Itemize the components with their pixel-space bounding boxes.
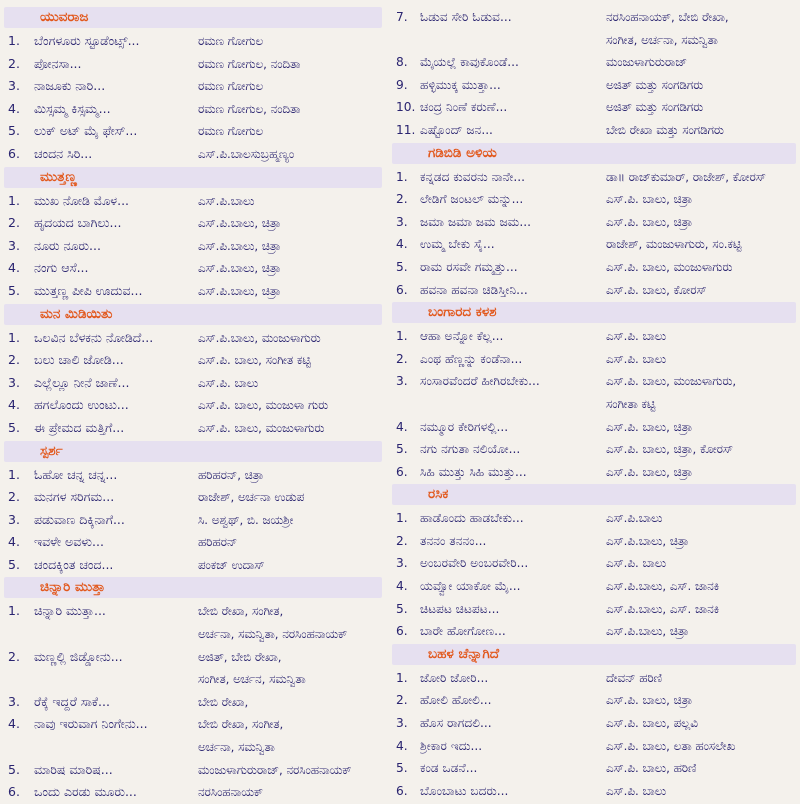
track-number: 11. [396, 122, 416, 137]
song-title-spacer [420, 29, 606, 52]
song-title: ಬಾರೇ ಹೋಗೋಣ... [420, 624, 506, 639]
song-artist: ಎಸ್.ಪಿ. ಬಾಲು, ಮಂಜುಳಾಗುರು, [606, 374, 737, 389]
song-title: ಕನ್ನಡದ ಕುವರನು ನಾನೇ... [420, 169, 526, 184]
song-artist: ಸಿ. ಅಶ್ವಥ್, ಬಿ. ಜಯಶ್ರೀ [198, 512, 294, 527]
song-title: ಅಂಬರವೇರಿ ಅಂಬರವೇರಿ... [420, 556, 529, 571]
album-title: ಯುವರಾಜ [4, 7, 382, 28]
album-title: ಬಹಳ ಚೆನ್ನಾಗಿದೆ [392, 644, 796, 665]
track-number: 3. [396, 374, 408, 389]
song-title: ಹಗಲೊಂದು ಉಂಟು... [34, 397, 129, 413]
track-number: 2. [8, 648, 20, 664]
song-artist: ಡಾ॥ ರಾಜ್‌ಕುಮಾರ್, ರಾಜೇಶ್, ಕೋರಸ್ [606, 169, 766, 184]
song-row [4, 486, 382, 509]
song-artist: ಪಂಕಜ್ ಉದಾಸ್ [198, 557, 265, 572]
song-artist: ಎಸ್.ಪಿ. ಬಾಲು [606, 351, 667, 366]
song-title: ಒಂದು ಎರಡು ಮೂರು... [34, 784, 137, 800]
track-number: 8. [396, 55, 408, 70]
song-row [392, 712, 796, 735]
song-title: ಚಿನ್ನಾರಿ ಮುತ್ತಾ... [34, 603, 106, 619]
track-number: 5. [396, 761, 408, 776]
song-artist: ಎಸ್.ಪಿ. ಬಾಲು, ಚಿತ್ರಾ [606, 464, 693, 479]
album-section [4, 7, 382, 166]
song-artist: ಎಸ್.ಪಿ.ಬಾಲು [198, 193, 255, 208]
album-title: ಸ್ಪರ್ಶ [4, 441, 382, 462]
album-title: ಗಡಿಬಿಡಿ ಅಳಿಯ [392, 143, 796, 164]
track-number: 3. [396, 716, 408, 731]
song-row [4, 212, 382, 235]
song-artist: ರಮಣ ಗೋಗುಲ [198, 124, 264, 139]
track-number: 6. [396, 464, 408, 479]
track-number: 4. [396, 738, 408, 753]
track-number: 3. [8, 374, 20, 390]
song-artist: ಎಸ್.ಪಿ. ಬಾಲು, ಮಂಜುಳಾಗುರು [606, 259, 733, 274]
track-number: 2. [396, 192, 408, 207]
track-number: 2. [8, 489, 20, 505]
song-row [392, 598, 796, 621]
track-number: 5. [8, 123, 20, 139]
album-section [4, 304, 382, 440]
song-title: ಹೋಲಿ ಹೋಲಿ... [420, 693, 492, 708]
song-artist-continued: ಸಂಗೀತ, ಅರ್ಚನ, ಸಮನ್ವಿತಾ [198, 672, 306, 687]
song-artist: ಎಸ್.ಪಿ. ಬಾಲು, ಚಿತ್ರಾ [606, 419, 693, 434]
song-row [392, 279, 796, 302]
song-title: ಶ್ರೀಕಾರ ಇದು... [420, 738, 483, 753]
song-title: ಪಡುವಾಣ ದಿಕ್ಕಿನಾಗೆ... [34, 511, 125, 527]
track-number: 5. [396, 601, 408, 616]
track-number: 1. [8, 192, 20, 208]
song-row [392, 620, 796, 643]
song-title: ಲುಕ್ ಅಟ್ ಮೈ ಫೇಸ್... [34, 123, 138, 139]
song-row [4, 120, 382, 143]
track-number: 4. [396, 237, 408, 252]
track-number: 1. [396, 511, 408, 526]
song-artist: ರಮಣ ಗೋಗುಲ [198, 79, 264, 94]
song-row-continued [4, 623, 382, 646]
song-artist: ರಾಜೇಶ್, ಅರ್ಚನಾ ಉಡುಪ [198, 490, 305, 505]
song-artist: ಎಸ್.ಪಿ.ಬಾಲು, ಎಸ್. ಜಾನಕಿ [606, 579, 720, 594]
song-row [4, 280, 382, 303]
track-number: 9. [396, 77, 408, 92]
song-row [392, 188, 796, 211]
song-row [392, 667, 796, 690]
album-title: ರಸಿಕ [392, 484, 796, 505]
song-row [392, 530, 796, 553]
song-artist-continued: ಅರ್ಚನಾ, ಸಮನ್ವಿತಾ [198, 740, 275, 755]
song-row [392, 689, 796, 712]
song-row [392, 416, 796, 439]
song-row [392, 348, 796, 371]
song-row [4, 235, 382, 258]
song-row [4, 349, 382, 372]
song-title: ಮೈಯಲ್ಲೆ ಕಾವುಕೊಂಡೆ... [420, 55, 519, 70]
song-row [4, 759, 382, 782]
song-artist: ಎಸ್.ಪಿ. ಬಾಲು, ಚಿತ್ರಾ [606, 693, 693, 708]
left-column [4, 6, 382, 804]
song-title: ಮಿಸ್ಸಮ್ಮ ಕಿಸ್ಸಮ್ಮ... [34, 100, 111, 116]
track-number: 1. [8, 466, 20, 482]
song-artist: ಬೇಬಿ ರೇಖಾ, [198, 694, 249, 709]
song-row [392, 735, 796, 758]
song-title: ಹೃದಯದ ಬಾಗಿಲು... [34, 215, 122, 231]
song-title-spacer [34, 668, 198, 691]
song-artist: ಎಸ್.ಪಿ.ಬಾಲು, ಮಂಜುಳಾಗುರು [198, 330, 321, 345]
song-title: ಮನಗಳ ಸರಿಗಮ... [34, 489, 115, 505]
song-artist: ಅಜಿತ್ ಮತ್ತು ಸಂಗಡಿಗರು [606, 100, 704, 115]
song-title: ಚಿಟಪಟ ಚಿಟಪಟ... [420, 601, 500, 616]
song-artist: ಎಸ್.ಪಿ. ಬಾಲು, ಲತಾ ಹಂಸಲೇಖ [606, 738, 736, 753]
song-title: ಜಮಾ ಜಮಾ ಜಮ ಜಮ... [420, 214, 531, 229]
song-title: ನಾಜೂಕು ನಾರಿ... [34, 78, 106, 94]
song-row [392, 370, 796, 393]
song-row [4, 646, 382, 669]
song-artist: ಎಸ್.ಪಿ.ಬಾಲು, ಚಿತ್ರಾ [198, 261, 281, 276]
song-title: ಎಷ್ಟೊಂದ್ ಜನ... [420, 122, 493, 137]
song-row [392, 552, 796, 575]
song-title: ನೂರು ನೂರು... [34, 237, 101, 253]
track-number: 5. [8, 556, 20, 572]
song-row [4, 464, 382, 487]
song-artist: ಎಸ್.ಪಿ. ಬಾಲು, ಹರಿಣಿ [606, 761, 697, 776]
song-title: ನಗು ನಗುತಾ ನಲಿಯೋ... [420, 442, 521, 457]
album-section [392, 484, 796, 643]
track-number: 3. [8, 693, 20, 709]
track-number: 1. [396, 670, 408, 685]
song-artist: ರಮಣ ಗೋಗುಲ, ನಂದಿತಾ [198, 56, 301, 71]
song-title: ಇವಳೇ ಅವಳು... [34, 534, 104, 550]
song-title: ಬಲು ಚಾಲಿ ಜೋಡಿ... [34, 352, 124, 368]
track-number: 3. [396, 556, 408, 571]
song-row [392, 74, 796, 97]
song-row [392, 325, 796, 348]
song-artist: ನರಸಿಂಹನಾಯಕ್, ಬೇಬಿ ರೇಖಾ, [606, 10, 729, 24]
song-title: ಹೊಸ ರಾಗದಲಿ... [420, 716, 492, 731]
song-row-continued [4, 736, 382, 759]
song-row [392, 780, 796, 803]
song-title-spacer [34, 623, 198, 646]
song-row [4, 30, 382, 53]
song-artist: ರಮಣ ಗೋಗುಲ, ನಂದಿತಾ [198, 101, 301, 116]
track-number: 2. [396, 693, 408, 708]
track-number: 1. [396, 329, 408, 344]
track-number: 3. [8, 237, 20, 253]
song-title: ಯವ್ವೋ ಯಾಕೋ ಮೈ... [420, 579, 521, 594]
track-number: 1. [8, 329, 20, 345]
track-number: 7. [396, 10, 408, 24]
right-column [392, 6, 796, 802]
track-number: 2. [8, 215, 20, 231]
song-row [392, 6, 796, 29]
song-artist: ಬೇಬಿ ರೇಖಾ, ಸಂಗೀತ, [198, 604, 284, 619]
song-row [4, 75, 382, 98]
song-artist: ಎಸ್.ಪಿ.ಬಾಲು, ಚಿತ್ರಾ [606, 624, 689, 639]
song-artist: ಅಜಿತ್, ಬೇಬಿ ರೇಖಾ, [198, 649, 282, 664]
track-number: 2. [8, 55, 20, 71]
album-title: ಮನ ಮಿಡಿಯಿತು [4, 304, 382, 325]
album-section [392, 6, 796, 142]
track-number: 6. [8, 145, 20, 161]
song-row [4, 509, 382, 532]
song-title: ಜೋರಿ ಜೋರಿ... [420, 670, 489, 685]
track-number: 2. [396, 533, 408, 548]
song-row [4, 691, 382, 714]
song-row [392, 51, 796, 74]
track-number: 3. [8, 78, 20, 94]
song-artist: ಎಸ್.ಪಿ. ಬಾಲು, ಚಿತ್ರಾ, ಕೋರಸ್ [606, 442, 733, 457]
song-row [4, 98, 382, 121]
song-row [4, 394, 382, 417]
song-artist: ಹರಿಹರನ್, ಚಿತ್ರಾ [198, 467, 264, 482]
song-row [392, 256, 796, 279]
song-title: ಉಮ್ಮ ಬೇಕು ಸೈ... [420, 237, 495, 252]
song-artist: ನರಸಿಂಹನಾಯಕ್ [198, 785, 263, 800]
song-artist: ಎಸ್.ಪಿ. ಬಾಲು, ಮಂಜುಳಾಗುರು [198, 420, 325, 435]
song-row [392, 575, 796, 598]
song-title: ಚಂದನ ಸಿರಿ... [34, 145, 93, 161]
track-number: 4. [8, 397, 20, 413]
album-section [4, 441, 382, 577]
song-title: ನಮ್ಮೂರ ಕೇರಿಗಳಲ್ಲಿ... [420, 419, 509, 434]
album-section [392, 644, 796, 803]
song-title: ಮುಖ ನೋಡಿ ಮೊಳ... [34, 192, 130, 208]
song-row [392, 119, 796, 142]
song-artist: ಎಸ್.ಪಿ.ಬಾಲು, ಚಿತ್ರಾ [198, 283, 281, 298]
song-title-spacer [34, 736, 198, 759]
song-artist: ಬೇಬಿ ರೇಖಾ, ಸಂಗೀತ, [198, 717, 284, 732]
track-number: 6. [8, 784, 20, 800]
song-artist: ಎಸ್.ಪಿ.ಬಾಲು, ಚಿತ್ರಾ [606, 533, 689, 548]
song-row [392, 757, 796, 780]
song-artist: ಬೇಬಿ ರೇಖಾ ಮತ್ತು ಸಂಗಡಿಗರು [606, 122, 724, 137]
song-row [4, 554, 382, 577]
song-artist: ಎಸ್.ಪಿ.ಬಾಲು, ಚಿತ್ರಾ [198, 216, 281, 231]
song-title: ಒಲವಿನ ಬೆಳಕನು ನೋಡಿದೆ... [34, 329, 154, 345]
song-title: ಮುತ್ತಣ್ಣ ಪೀಪಿ ಊದುವ... [34, 282, 143, 298]
song-row [4, 143, 382, 166]
song-artist-continued: ಅರ್ಚನಾ, ಸಮನ್ವಿತಾ, ನರಸಿಂಹನಾಯಕ್ [198, 627, 348, 642]
song-title: ಮಾರಿಷ ಮಾರಿಷ... [34, 761, 113, 777]
song-row [4, 190, 382, 213]
song-title: ರೆಕ್ಕೆ ಇದ್ದರೆ ಸಾಕೆ... [34, 693, 110, 709]
track-number: 4. [8, 716, 20, 732]
track-number-spacer [4, 668, 34, 691]
track-number: 5. [8, 761, 20, 777]
track-number: 4. [8, 534, 20, 550]
song-artist: ದೇವನ್ ಹರಿಣಿ [606, 670, 662, 685]
track-number: 4. [396, 419, 408, 434]
song-artist: ಎಸ್.ಪಿ. ಬಾಲು, ಚಿತ್ರಾ [606, 192, 693, 207]
song-row [4, 372, 382, 395]
song-title: ಎಲ್ಲೆಲ್ಲೂ ನೀನೆ ಜಾಣೆ... [34, 374, 130, 390]
song-artist: ಎಸ್.ಪಿ. ಬಾಲು [606, 783, 667, 798]
song-row [4, 531, 382, 554]
track-number-spacer [392, 29, 420, 52]
song-title: ಸಂಸಾರವೆಂದರೆ ಹೀಗಿರಬೇಕು... [420, 374, 540, 389]
track-number: 4. [8, 100, 20, 116]
song-title-spacer [420, 393, 606, 416]
track-number: 1. [396, 169, 408, 184]
album-title: ಮುತ್ತಣ್ಣ [4, 167, 382, 188]
song-artist: ಎಸ್.ಪಿ. ಬಾಲು, ಚಿತ್ರಾ [606, 214, 693, 229]
track-number: 4. [8, 260, 20, 276]
song-artist: ಎಸ್.ಪಿ. ಬಾಲು, ಕೋರಸ್ [606, 282, 707, 297]
song-title: ಬೊಂಬಾಟು ಬದರು... [420, 783, 509, 798]
song-artist: ಎಸ್.ಪಿ. ಬಾಲು [606, 556, 667, 571]
song-artist-continued: ಸಂಗೀತಾ ಕಟ್ಟಿ [606, 396, 656, 411]
song-title: ಪೋನಸಾ... [34, 55, 82, 71]
album-title: ಚಿನ್ನಾರಿ ಮುತ್ತಾ [4, 577, 382, 598]
album-title: ಬಂಗಾರದ ಕಳಶ [392, 302, 796, 323]
song-artist: ರಾಜೇಶ್, ಮಂಜುಳಾಗುರು, ಸಂ.ಕಟ್ಟಿ [606, 237, 742, 252]
song-row [4, 781, 382, 804]
song-title: ಬೆಂಗಳೂರು ಸ್ಟೂಡೆಂಟ್ಸ್... [34, 33, 140, 48]
track-number: 5. [396, 259, 408, 274]
song-title: ರಾಮ ರಸವೇ ಗಮ್ಮತ್ತು... [420, 259, 518, 274]
song-row [4, 713, 382, 736]
song-title: ನಾವು ಇರುವಾಗ ನಿಂಗೇನು... [34, 716, 148, 732]
track-number: 5. [396, 442, 408, 457]
song-row [4, 600, 382, 623]
song-row [392, 96, 796, 119]
song-row [392, 166, 796, 189]
song-artist: ಹರಿಹರನ್ [198, 535, 238, 550]
song-artist: ಎಸ್.ಪಿ.ಬಾಲು, ಎಸ್. ಜಾನಕಿ [606, 601, 720, 616]
song-row-continued [4, 668, 382, 691]
track-number: 10. [396, 100, 416, 115]
track-number-spacer [392, 393, 420, 416]
song-artist: ಎಸ್.ಪಿ.ಬಾಲು, ಚಿತ್ರಾ [198, 238, 281, 253]
song-row [4, 327, 382, 350]
track-number: 1. [8, 33, 20, 48]
song-row [4, 53, 382, 76]
album-section [392, 302, 796, 483]
song-row [392, 461, 796, 484]
song-row [4, 257, 382, 280]
song-artist: ಎಸ್.ಪಿ.ಬಾಲು [606, 511, 663, 526]
track-number: 4. [396, 579, 408, 594]
track-number: 5. [8, 419, 20, 435]
song-artist: ಎಸ್.ಪಿ. ಬಾಲು [606, 329, 667, 344]
track-number: 5. [8, 282, 20, 298]
song-title: ನಂಗು ಆಸೆ... [34, 260, 89, 276]
song-title: ಹಳ್ಳಿಮುಕ್ಕ ಮುತ್ತಾ... [420, 77, 501, 92]
track-number: 6. [396, 624, 408, 639]
track-number: 2. [8, 352, 20, 368]
track-number-spacer [4, 623, 34, 646]
song-title: ಕಂಡ ಒಡನೆ... [420, 761, 478, 776]
track-number: 1. [8, 603, 20, 619]
song-title: ಎಂಥ ಹೆಣ್ಣನ್ನು ಕಂಡೆನಾ... [420, 351, 523, 366]
song-title: ಆಹಾ ಅನ್ನೋ ಕೆಲ್ಲ... [420, 329, 504, 344]
song-row [392, 507, 796, 530]
track-number: 6. [396, 783, 408, 798]
song-title: ಚಂದ್ರ ನಿಂಣೆ ಕರುಣೆ... [420, 100, 508, 115]
song-row [392, 211, 796, 234]
song-artist: ಎಸ್.ಪಿ.ಬಾಲಸುಬ್ರಹ್ಮಣ್ಯಂ [198, 146, 295, 161]
song-row-continued [392, 393, 796, 416]
album-section [4, 577, 382, 803]
song-title: ಮಣ್ಣಲ್ಲಿ ಜಿಡ್ಡೋನು... [34, 648, 123, 664]
track-number: 2. [396, 351, 408, 366]
song-artist: ಎಸ್.ಪಿ. ಬಾಲು, ಪಲ್ಲವಿ [606, 716, 698, 731]
song-artist: ಎಸ್.ಪಿ. ಬಾಲು [198, 375, 259, 390]
song-title: ಹವನಾ ಹವನಾ ಚಿಡಿಸ್ತೀನಿ... [420, 282, 528, 297]
song-artist: ಅಜಿತ್ ಮತ್ತು ಸಂಗಡಿಗರು [606, 77, 704, 92]
song-artist: ಮಂಜುಳಾಗುರುರಾಜ್ [606, 55, 687, 70]
track-number: 3. [8, 511, 20, 527]
track-number: 3. [396, 214, 408, 229]
song-artist: ಮಂಜುಳಾಗುರುರಾಜ್, ನರಸಿಂಹನಾಯಕ್ [198, 762, 352, 777]
song-title: ತನನಂ ತನನಂ... [420, 533, 487, 548]
song-title: ಓಡುವ ಸೇರಿ ಓಡುವ... [420, 10, 512, 24]
song-title: ಚಂದಕ್ಕಿಂತ ಚಂದ... [34, 556, 114, 572]
song-artist: ರಮಣ ಗೋಗುಲ [198, 34, 264, 48]
song-row [4, 417, 382, 440]
album-section [392, 143, 796, 302]
album-section [4, 167, 382, 303]
song-title: ಈ ಪ್ರೇಮದ ಮತ್ತಿಗೆ... [34, 419, 125, 435]
song-title: ಲೇಡಿಗೆ ಜಂಟಲ್ ಮನ್ನು... [420, 192, 524, 207]
song-artist: ಎಸ್.ಪಿ. ಬಾಲು, ಮಂಜುಳಾ ಗುರು [198, 398, 329, 413]
song-row-continued [392, 29, 796, 52]
song-artist: ಎಸ್.ಪಿ. ಬಾಲು, ಸಂಗೀತ ಕಟ್ಟಿ [198, 353, 311, 368]
song-artist-continued: ಸಂಗೀತ, ಅರ್ಚನಾ, ಸಮನ್ವಿತಾ [606, 32, 718, 47]
song-title: ಓಹೋ ಚನ್ನ ಚನ್ನ... [34, 466, 118, 482]
track-number: 6. [396, 282, 408, 297]
song-title: ಸಿಹಿ ಮುತ್ತು ಸಿಹಿ ಮುತ್ತು... [420, 464, 527, 479]
track-number-spacer [4, 736, 34, 759]
song-row [392, 438, 796, 461]
song-title: ಹಾಡೊಂದು ಹಾಡಬೇಕು... [420, 511, 524, 526]
song-row [392, 233, 796, 256]
